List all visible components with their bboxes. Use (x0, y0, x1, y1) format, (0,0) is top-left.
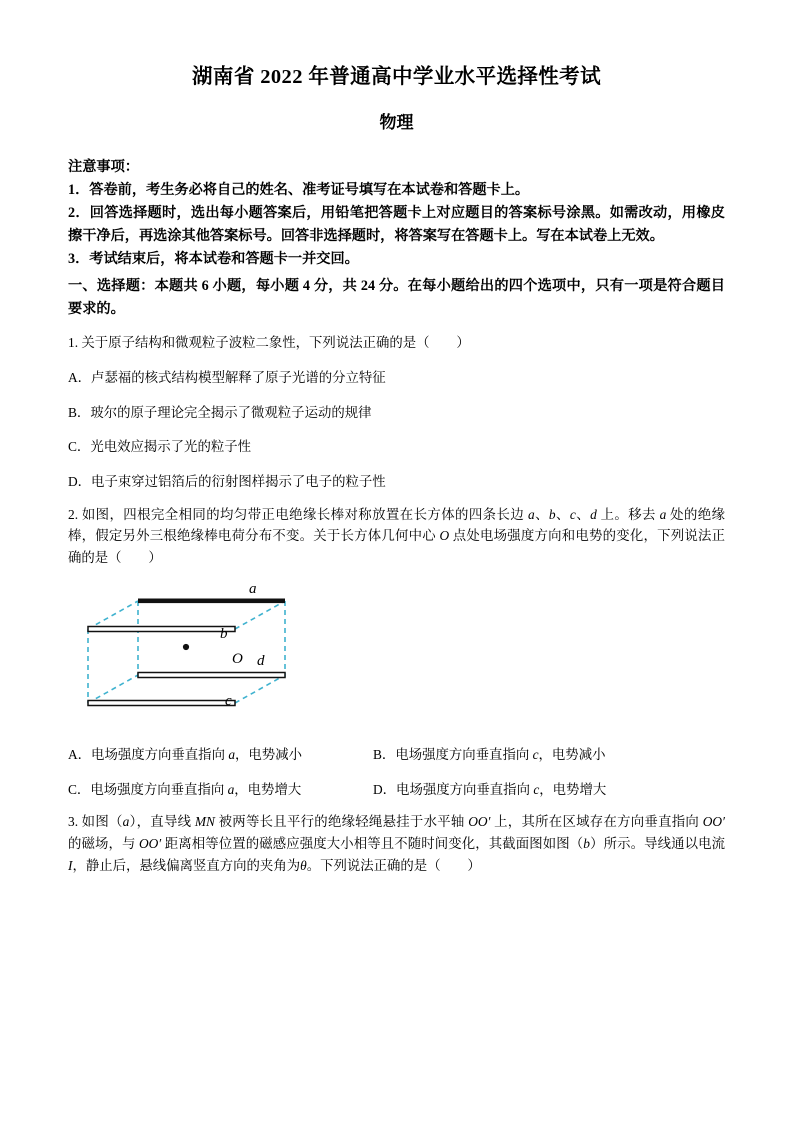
q2-var-d: d (590, 506, 597, 522)
q2-opt-c-prefix: C．电场强度方向垂直指向 (68, 781, 228, 797)
question-2-option-a[interactable] (68, 744, 373, 766)
q2-opt-d-suffix: ，电势增大 (539, 781, 607, 797)
rod-d (138, 672, 285, 677)
q3-var-b: b (583, 835, 590, 851)
figure-label-b: b (220, 625, 228, 642)
q2-opt-a-var: a (228, 746, 236, 762)
q3-var-theta: θ (300, 857, 307, 873)
question-2-option-b[interactable] (373, 744, 725, 766)
q3-var-OO3: OO′ (138, 835, 162, 851)
figure-label-O: O (232, 650, 243, 667)
question-1-option-d[interactable]: D．电子束穿过铝箔后的衍射图样揭示了电子的粒子性 (68, 474, 386, 490)
cuboid-diagram (78, 580, 308, 723)
rod-a (138, 598, 285, 603)
q2-opt-b-prefix: B．电场强度方向垂直指向 (373, 746, 533, 762)
q2-opt-d-prefix: D．电场强度方向垂直指向 (373, 781, 534, 797)
question-3-stem (68, 800, 725, 876)
q2-opt-a-prefix: A．电场强度方向垂直指向 (68, 746, 229, 762)
q2-part-3: 、 (555, 506, 570, 522)
page-subtitle: 物理 (379, 112, 414, 132)
q2-part-5: 上。移去 (596, 506, 660, 522)
notice-item-3: 3．考试结束后，将本试卷和答题卡一并交回。 (68, 251, 359, 268)
q2-opt-d-var: c (533, 781, 540, 797)
q2-var-a2: a (659, 506, 667, 522)
figure-label-a: a (249, 580, 257, 597)
q2-part-4: 、 (575, 506, 591, 522)
q3-part-4: 上，其所在区域存在方向垂直指向 (490, 814, 703, 830)
question-1-option-a[interactable]: A．卢瑟福的核式结构模型解释了原子光谱的分立特征 (68, 369, 386, 385)
q2-part-2: 、 (534, 506, 549, 522)
question-1-stem (68, 321, 725, 354)
question-1-number: 1. (68, 335, 79, 351)
question-2-figure (68, 580, 725, 731)
q3-var-a: a (122, 814, 130, 830)
center-point-O-dot (183, 644, 189, 650)
q3-part-8: ，静止后，悬线偏离竖直方向的夹角为 (72, 857, 301, 873)
q2-part-7: 点处电场强度方向和电势的变化，下列说法正确的是（ ） (68, 528, 725, 566)
q3-part-5: 的磁场，与 (68, 835, 139, 851)
page-title: 湖南省 2022 年普通高中学业水平选择性考试 (192, 66, 601, 88)
rod-b (88, 626, 235, 631)
q3-part-1: 如图（ (81, 814, 123, 830)
q2-opt-c-var: a (227, 781, 235, 797)
q2-opt-a-suffix: ，电势减小 (235, 746, 302, 762)
q2-var-b: b (548, 506, 556, 522)
q3-part-3: 被两等长且平行的绝缘轻绳悬挂于水平轴 (215, 814, 469, 830)
question-2-options-row-2 (68, 766, 725, 801)
q3-var-OO2: OO′ (702, 814, 725, 830)
question-2-option-c[interactable] (68, 779, 373, 801)
q2-part-6: 处的绝缘棒，假定另外三根绝缘棒电荷分布不变。关于长方体几何中心 (68, 506, 725, 544)
q2-var-O: O (439, 528, 450, 544)
q3-var-I: I (68, 857, 73, 873)
notice-block (68, 156, 725, 271)
question-2-stem (68, 493, 725, 569)
section-heading-choice: 一、选择题：本题共 6 小题，每小题 4 分，共 24 分。在每小题给出的四个选项中，只有一项是符合题目要求的。 (68, 278, 725, 318)
figure-label-c: c (225, 692, 232, 709)
notice-item-2: 2．回答选择题时，选出每小题答案后，用铅笔把答题卡上对应题目的答案标号涂黑。如需改动，用橡皮擦干净后，再选涂其他答案标号。回答非选择题时，将答案写在答题卡上。写在本试卷上无效。 (68, 205, 725, 245)
cuboid-dashed-edges (88, 601, 285, 703)
q2-opt-b-suffix: ，电势减小 (538, 746, 606, 762)
question-1-text: 关于原子结构和微观粒子波粒二象性，下列说法正确的是（ ） (81, 335, 470, 351)
question-3-number: 3. (68, 814, 79, 830)
q2-var-c: c (569, 506, 576, 522)
q3-part-2: ），直导线 (129, 814, 195, 830)
question-2-option-d[interactable] (373, 779, 725, 801)
q2-var-a1: a (527, 506, 535, 522)
question-1-option-c[interactable]: C．光电效应揭示了光的粒子性 (68, 439, 252, 455)
question-2-options-row-1 (68, 731, 725, 766)
question-1-option-b[interactable]: B．玻尔的原子理论完全揭示了微观粒子运动的规律 (68, 404, 372, 420)
rod-c (88, 700, 235, 705)
q2-opt-c-suffix: ，电势增大 (234, 781, 302, 797)
q3-part-7: ）所示。导线通以电流 (589, 835, 725, 851)
q3-var-OO1: OO′ (468, 814, 491, 830)
q2-opt-b-var: c (532, 746, 539, 762)
q2-part-1: 如图，四根完全相同的均匀带正电绝缘长棒对称放置在长方体的四条长边 (81, 506, 528, 522)
question-2-number: 2. (68, 506, 79, 522)
q3-var-MN: MN (194, 814, 215, 830)
notice-item-1: 1．答卷前，考生务必将自己的姓名、准考证号填写在本试卷和答题卡上。 (68, 182, 530, 199)
q3-part-6: 距离相等位置的磁感应强度大小相等且不随时间变化，其截面图如图（ (161, 835, 584, 851)
figure-label-d: d (257, 652, 265, 669)
notice-heading: 注意事项： (68, 159, 139, 176)
q3-part-9: 。下列说法正确的是（ ） (306, 857, 481, 873)
